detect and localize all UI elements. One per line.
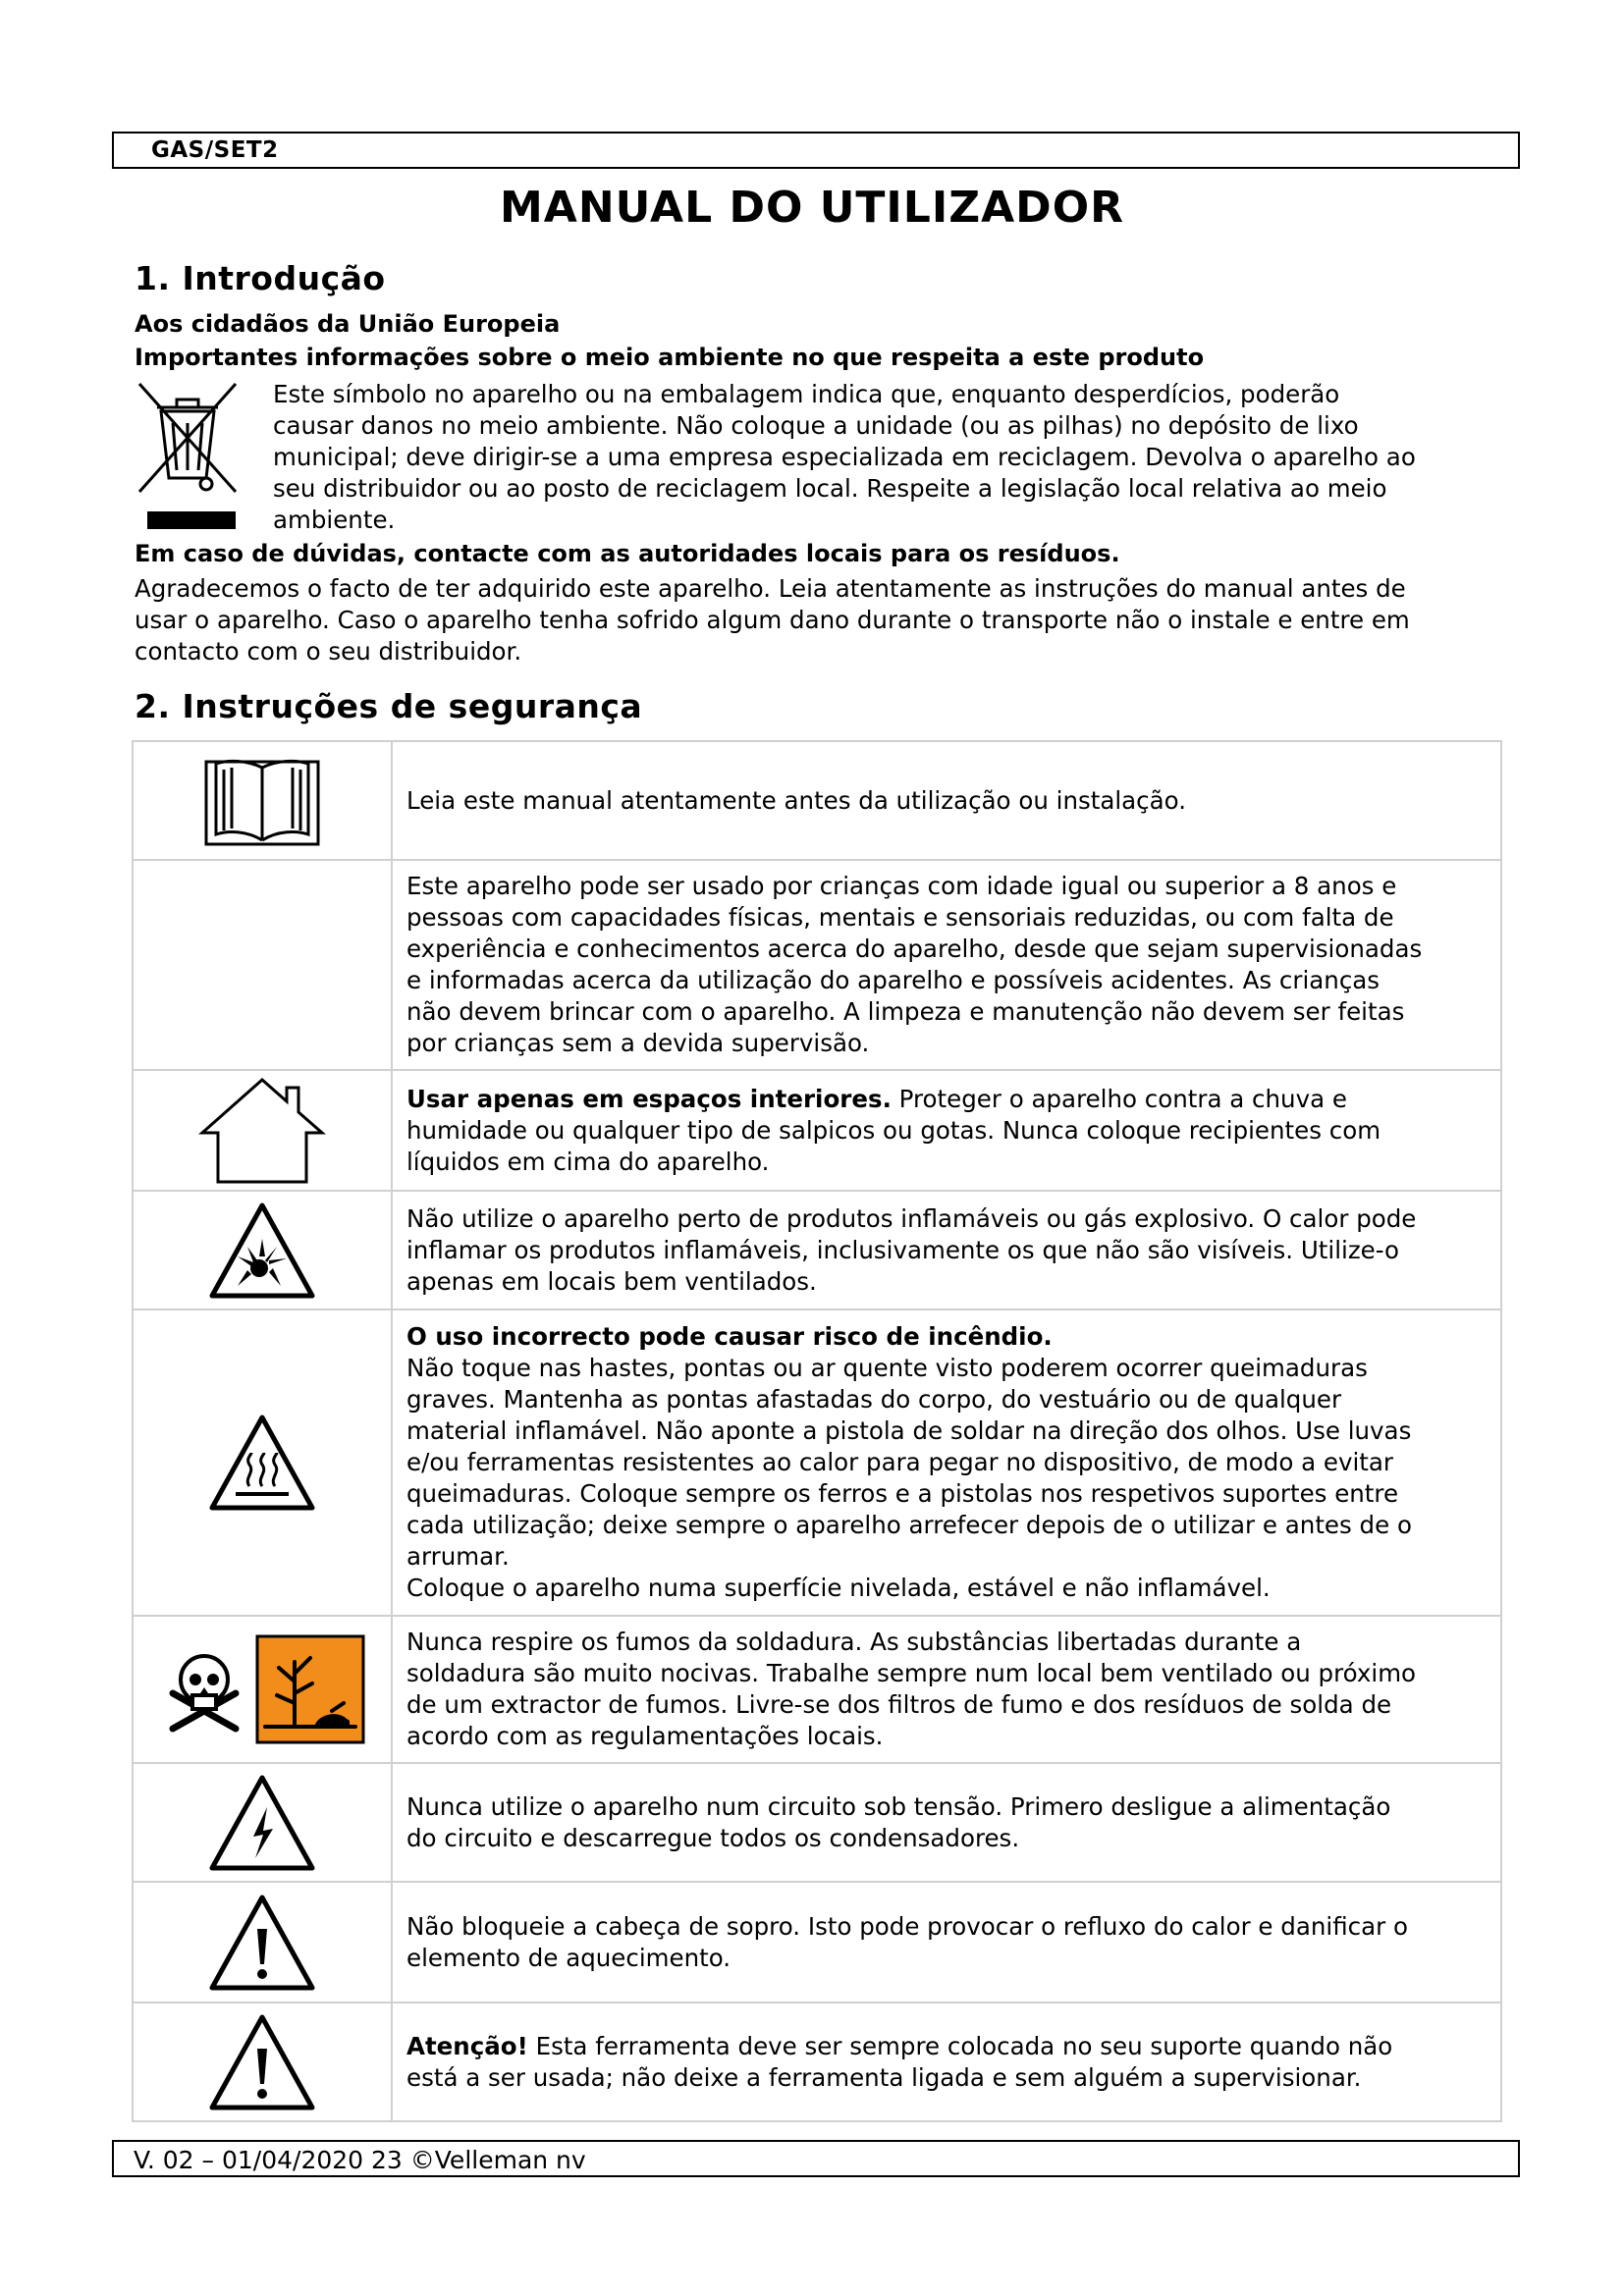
icon-cell [133, 1763, 392, 1882]
general-warning-icon [208, 2013, 316, 2111]
weee-line: seu distribuidor ou ao posto de reciclagem local. Respeite a legislação local relativa ao meio [273, 474, 1387, 503]
safety-row [133, 2002, 1501, 2121]
weee-text [273, 379, 1416, 536]
instruction-line: Nunca respire os fumos da soldadura. As substâncias libertadas durante a [406, 1628, 1302, 1656]
safety-row [133, 860, 1501, 1070]
safety-row [133, 1882, 1501, 2002]
instruction-line: cada utilização; deixe sempre o aparelho arrefecer depois de o utilizar e antes de o [406, 1511, 1412, 1539]
header-box [112, 132, 1520, 169]
footer-version: V. 02 – 01/04/2020 23 ©Velleman nv [134, 2146, 586, 2174]
instruction-line: queimaduras. Coloque sempre os ferros e a pistolas nos respetivos suportes entre [406, 1479, 1399, 1508]
manual-book-icon [202, 754, 322, 848]
weee-line: municipal; deve dirigir-se a uma empresa especializada em reciclagem. Devolva o aparelho ao [273, 443, 1416, 471]
thanks-line: Agradecemos o facto de ter adquirido este aparelho. Leia atentamente as instruções do manual antes de [135, 574, 1406, 603]
page-title: MANUAL DO UTILIZADOR [500, 183, 1124, 233]
instruction-line: acordo com as regulamentações locais. [406, 1722, 884, 1750]
electric-shock-warning-icon [208, 1774, 316, 1872]
safety-row [133, 1191, 1501, 1309]
safety-row [133, 1616, 1501, 1763]
eu-citizens-heading: Aos cidadãos da União Europeia [135, 310, 561, 338]
weee-bin-icon [134, 376, 242, 533]
instruction-line: apenas em locais bem ventilados. [406, 1266, 817, 1296]
icon-cell [133, 1882, 392, 2002]
footer-box [112, 2140, 1520, 2177]
safety-row [133, 1763, 1501, 1882]
instruction-line: do circuito e descarregue todos os condensadores. [406, 1823, 1020, 1852]
weee-line: causar danos no meio ambiente. Não coloque a unidade (ou as pilhas) no depósito de lixo [273, 411, 1359, 440]
safety-row [133, 1070, 1501, 1191]
environment-hazard-icon [255, 1634, 365, 1744]
environment-heading: Importantes informações sobre o meio ambiente no que respeita a este produto [135, 344, 1205, 371]
safety-row [133, 1309, 1501, 1616]
icon-cell [133, 1191, 392, 1309]
instruction-line: Este aparelho pode ser usado por crianças com idade igual ou superior a 8 anos e [406, 872, 1397, 900]
instruction-line: líquidos em cima do aparelho. [406, 1147, 770, 1176]
text-cell [392, 860, 1501, 1070]
instruction-line: graves. Mantenha as pontas afastadas do corpo, do vestuário ou de qualquer [406, 1385, 1342, 1414]
instruction-line-rest: Proteger o aparelho contra a chuva e [891, 1084, 1347, 1113]
instruction-line: arrumar. [406, 1542, 510, 1571]
instruction-line: pessoas com capacidades físicas, mentais e sensoriais reduzidas, ou com falta de [406, 903, 1394, 932]
instruction-line: por crianças sem a devida supervisão. [406, 1029, 870, 1057]
doubts-note: Em caso de dúvidas, contacte com as autoridades locais para os resíduos. [135, 540, 1120, 567]
instruction-line: humidade ou qualquer tipo de salpicos ou gotas. Nunca coloque recipientes com [406, 1115, 1381, 1145]
icon-cell [133, 1616, 392, 1763]
weee-line: ambiente. [273, 506, 396, 534]
instruction-line: experiência e conhecimentos acerca do aparelho, desde que sejam supervisionadas [406, 934, 1423, 963]
icon-cell-empty [133, 860, 392, 1070]
safety-table [132, 740, 1502, 2122]
weee-line: Este símbolo no aparelho ou na embalagem indica que, enquanto desperdícios, poderão [273, 380, 1340, 408]
instruction-line: Não toque nas hastes, pontas ou ar quente visto poderem ocorrer queimaduras [406, 1354, 1368, 1382]
text-cell [392, 2002, 1501, 2121]
thanks-text [135, 573, 1410, 667]
hot-surface-warning-icon [208, 1414, 316, 1512]
text-cell [392, 1309, 1501, 1616]
text-cell [392, 1763, 1501, 1882]
explosive-warning-icon [208, 1201, 316, 1300]
text-cell [392, 1070, 1501, 1191]
instruction-line: inflamar os produtos inflamáveis, inclusivamente os que não são visíveis. Utilize-o [406, 1235, 1400, 1264]
thanks-line: contacto com o seu distribuidor. [135, 637, 522, 666]
instruction-line: Leia este manual atentamente antes da utilização ou instalação. [406, 785, 1187, 815]
text-cell [392, 1191, 1501, 1309]
text-cell [392, 741, 1501, 860]
icon-cell [133, 741, 392, 860]
instruction-bold: Usar apenas em espaços interiores. [406, 1084, 892, 1113]
instruction-line [406, 1084, 1489, 1115]
instruction-line: Coloque o aparelho numa superfície nivelada, estável e não inflamável. [406, 1574, 1271, 1602]
instruction-line: soldadura são muito nocivas. Trabalhe sempre num local bem ventilado ou próximo [406, 1659, 1417, 1687]
instruction-line: e/ou ferramentas resistentes ao calor para pegar no dispositivo, de modo a evitar [406, 1448, 1393, 1476]
text-cell [392, 1616, 1501, 1763]
instruction-line: e informadas acerca da utilização do aparelho e possíveis acidentes. As crianças [406, 966, 1380, 994]
instruction-bold: Atenção! [406, 2031, 528, 2060]
safety-row [133, 741, 1501, 860]
instruction-line: Não utilize o aparelho perto de produtos inflamáveis ou gás explosivo. O calor pode [406, 1203, 1417, 1233]
icon-cell [133, 1070, 392, 1191]
instruction-line: está a ser usada; não deixe a ferramenta ligada e sem alguém a supervisionar. [406, 2062, 1362, 2092]
instruction-line: não devem brincar com o aparelho. A limpeza e manutenção não devem ser feitas [406, 997, 1405, 1026]
thanks-line: usar o aparelho. Caso o aparelho tenha sofrido algum dano durante o transporte não o instale e entre em [135, 606, 1410, 634]
product-code: GAS/SET2 [151, 137, 279, 163]
instruction-line-rest: Esta ferramenta deve ser sempre colocada no seu suporte quando não [527, 2031, 1393, 2060]
indoor-house-icon [198, 1076, 326, 1186]
instruction-line: de um extractor de fumos. Livre-se dos filtros de fumo e dos resíduos de solda de [406, 1690, 1392, 1719]
instruction-line: material inflamável. Não aponte a pistola de soldar na direção dos olhos. Use luvas [406, 1416, 1412, 1445]
icon-cell [133, 1309, 392, 1616]
skull-crossbones-icon [159, 1644, 249, 1735]
icon-cell [133, 2002, 392, 2121]
section2-heading: 2. Instruções de segurança [135, 687, 643, 725]
instruction-bold: O uso incorrecto pode causar risco de incêndio. [406, 1322, 1053, 1351]
text-cell [392, 1882, 1501, 2002]
instruction-line: Não bloqueie a cabeça de sopro. Isto pode provocar o refluxo do calor e danificar o [406, 1911, 1408, 1941]
instruction-line: Nunca utilize o aparelho num circuito sob tensão. Primero desligue a alimentação [406, 1791, 1391, 1821]
section1-heading: 1. Introdução [135, 259, 386, 297]
instruction-line [406, 2031, 1489, 2062]
instruction-line: elemento de aquecimento. [406, 1943, 731, 1972]
general-warning-icon [208, 1894, 316, 1992]
